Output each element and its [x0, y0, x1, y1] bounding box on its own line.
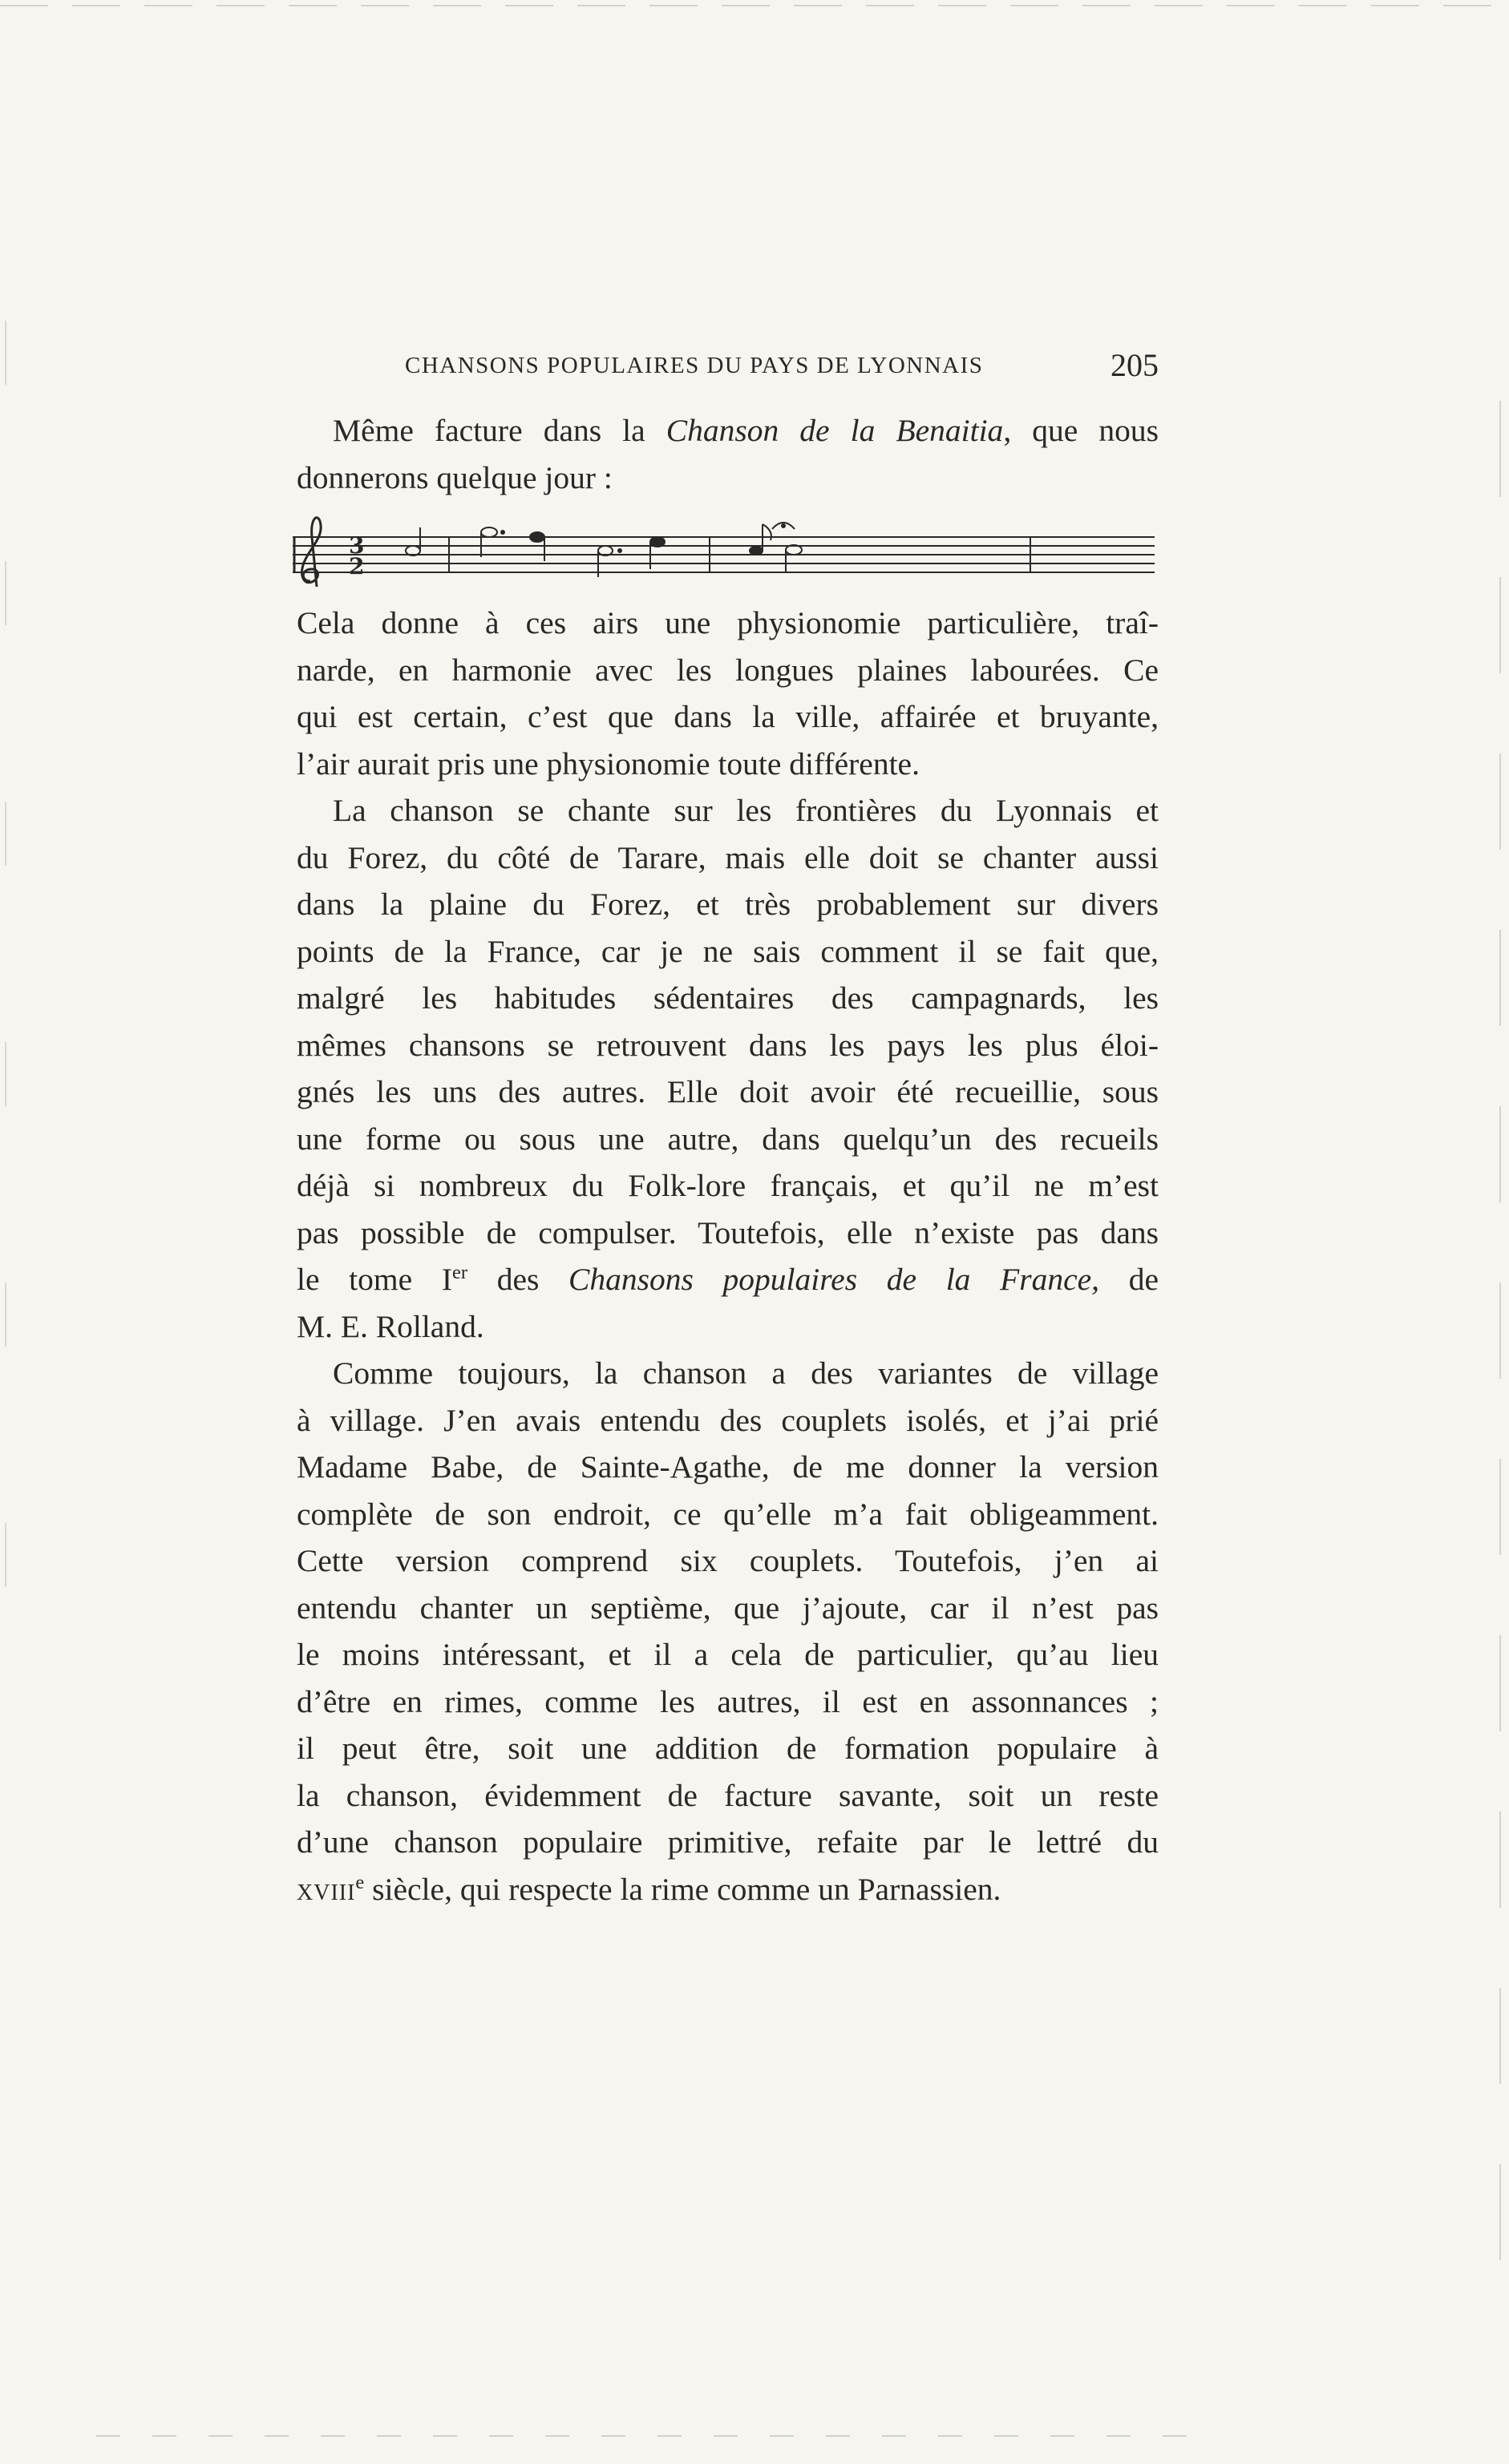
text-line: d’être en rimes, comme les autres, il est en assonnances ;	[297, 1683, 1159, 1719]
running-title: CHANSONS POPULAIRES DU PAYS DE LYONNAIS	[405, 353, 984, 378]
text-line: le moins intéressant, et il a cela de particulier, qu’au lieu	[297, 1637, 1159, 1672]
book-title: Chansons populaires de la France,	[568, 1262, 1100, 1297]
page-edge	[0, 5, 1509, 6]
text-line: une forme ou sous une autre, dans quelqu’un des recueils	[297, 1121, 1159, 1157]
text-line: La chanson se chante sur les frontières du Lyonnais et	[333, 793, 1159, 828]
superscript: er	[452, 1261, 468, 1283]
text-segment: , que nous	[1003, 413, 1159, 448]
paragraph	[297, 1350, 1159, 1913]
text-line: dans la plaine du Forez, et très probablement sur divers	[297, 887, 1159, 922]
text-line: il peut être, soit une addition de formation populaire à	[297, 1731, 1159, 1766]
text-line: pas possible de compulser. Toutefois, elle n’existe pas dans	[297, 1214, 1159, 1250]
page-edge	[1499, 401, 1501, 2325]
time-signature-top: 3	[349, 532, 365, 559]
text-line: Madame Babe, de Sainte-Agathe, de me donner la version	[297, 1449, 1159, 1484]
text-line: déjà si nombreux du Folk-lore français, et qu’il ne m’est	[297, 1168, 1159, 1203]
text-segment: siècle, qui respecte la rime comme un Parnassien.	[364, 1871, 1001, 1907]
text-line: qui est certain, c’est que dans la ville, affairée et bruyante,	[297, 699, 1159, 734]
text-line: mêmes chansons se retrouvent dans les pays les plus éloi-	[297, 1027, 1159, 1063]
text-line: points de la France, car je ne sais comment il se fait que,	[297, 933, 1159, 969]
time-signature-bottom: 2	[349, 553, 365, 580]
text-segment: des	[467, 1262, 569, 1297]
text-segment: de	[1099, 1262, 1159, 1297]
text-line: entendu chanter un septième, que j’ajoute, car il n’est pas	[297, 1589, 1159, 1626]
text-line	[297, 1866, 1159, 1913]
text-line: donnerons quelque jour :	[297, 459, 613, 495]
page-edge	[5, 321, 6, 1763]
text-line: Cela donne à ces airs une physionomie particulière, traî-	[297, 605, 1159, 640]
text-line: d’une chanson populaire primitive, refaite par le lettré du	[297, 1824, 1159, 1860]
text-line: la chanson, évidemment de facture savante, soit un reste	[297, 1777, 1159, 1813]
body-text	[297, 600, 1159, 1913]
text-segment: Même facture dans la	[333, 413, 666, 448]
page-number: 205	[1111, 347, 1159, 383]
superscript: e	[355, 1871, 365, 1893]
running-head	[405, 346, 1159, 386]
text-line	[297, 1256, 1159, 1303]
paragraph	[297, 600, 1159, 787]
text-line: Comme toujours, la chanson a des variantes de village	[333, 1355, 1159, 1391]
intro-paragraph	[297, 407, 1159, 501]
text-line: narde, en harmonie avec les longues plaines labourées. Ce	[297, 652, 1159, 688]
text-segment: le tome I	[297, 1262, 452, 1297]
text-line	[297, 407, 1159, 454]
text-line: malgré les habitudes sédentaires des campagnards, les	[297, 980, 1159, 1016]
text-line: M. E. Rolland.	[297, 1308, 484, 1344]
text-line: Cette version comprend six couplets. Toutefois, j’en ai	[297, 1543, 1159, 1578]
text-line: complète de son endroit, ce qu’elle m’a fait obligeamment.	[297, 1496, 1159, 1532]
text-line: du Forez, du côté de Tarare, mais elle doit se chanter aussi	[297, 839, 1159, 875]
music-staff-icon	[293, 513, 1159, 589]
page-edge	[96, 2435, 1219, 2437]
text-line: l’air aurait pris une physionomie toute différente.	[297, 745, 920, 782]
century-numeral: xviii	[297, 1871, 356, 1907]
text-line: à village. J’en avais entendu des couplets isolés, et j’ai prié	[297, 1402, 1159, 1438]
text-line: gnés les uns des autres. Elle doit avoir été recueillie, sous	[297, 1074, 1159, 1109]
paragraph	[297, 787, 1159, 1350]
song-title: Chanson de la Benaitia	[665, 413, 1004, 448]
